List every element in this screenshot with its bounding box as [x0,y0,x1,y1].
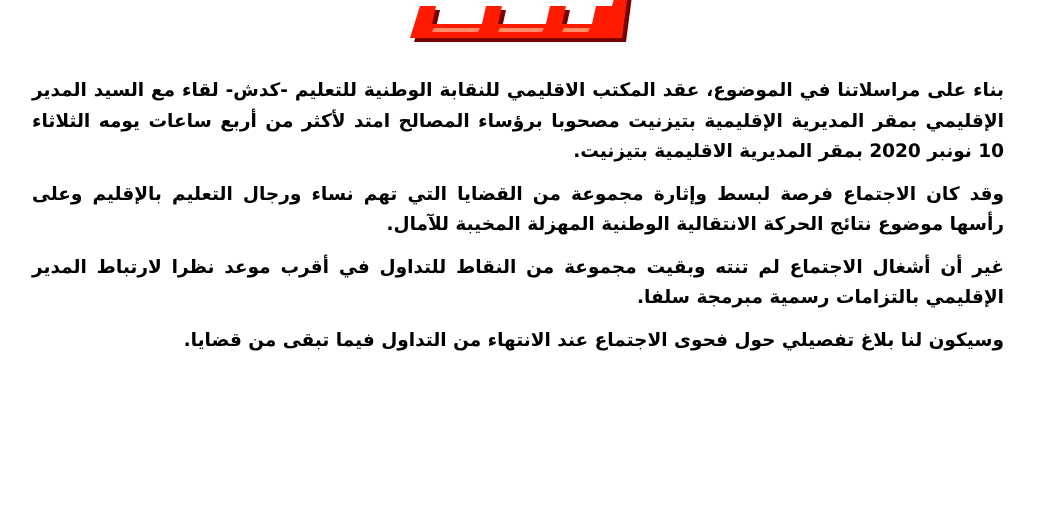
red-title-shapes [410,0,632,42]
article-body [32,76,1004,368]
red-title-graphic [400,0,636,44]
title-fill [410,0,628,38]
paragraph-meeting-topics: وقد كان الاجتماع فرصة لبسط وإثارة مجموعة من القضايا التي تهم نساء ورجال التعليم بالإقليم وعلى رأسها موضوع نتائج الحركة الانتقالية الوطنية المهزلة المخيبة للآمال. [32,183,1004,235]
header-banner [400,0,636,44]
paragraph-pending-points: غير أن أشغال الاجتماع لم تنته وبقيت مجموعة من النقاط للتداول في أقرب موعد نظرا لارتباط المدير الإقليمي بالتزامات رسمية مبرمجة سلفا. [32,256,1004,308]
paragraph-future-statement: وسيكون لنا بلاغ تفصيلي حول فحوى الاجتماع عند الانتهاء من التداول فيما تبقى من قضايا. [183,329,1004,351]
title-highlight [432,28,590,32]
paragraph-meeting-summary: بناء على مراسلاتنا في الموضوع، عقد المكتب الاقليمي للنقابة الوطنية للتعليم -كدش- لقاء مع السيد المدير الإقليمي بمقر المديرية الإقليمية بتيزنيت مصحوبا برؤساء المصالح امتد لأكثر من أربع ساعات يومه الثلاثاء 10 نونبر 2020 بمقر المديرية الاقليمية بتيزنيت. [32,80,1004,162]
